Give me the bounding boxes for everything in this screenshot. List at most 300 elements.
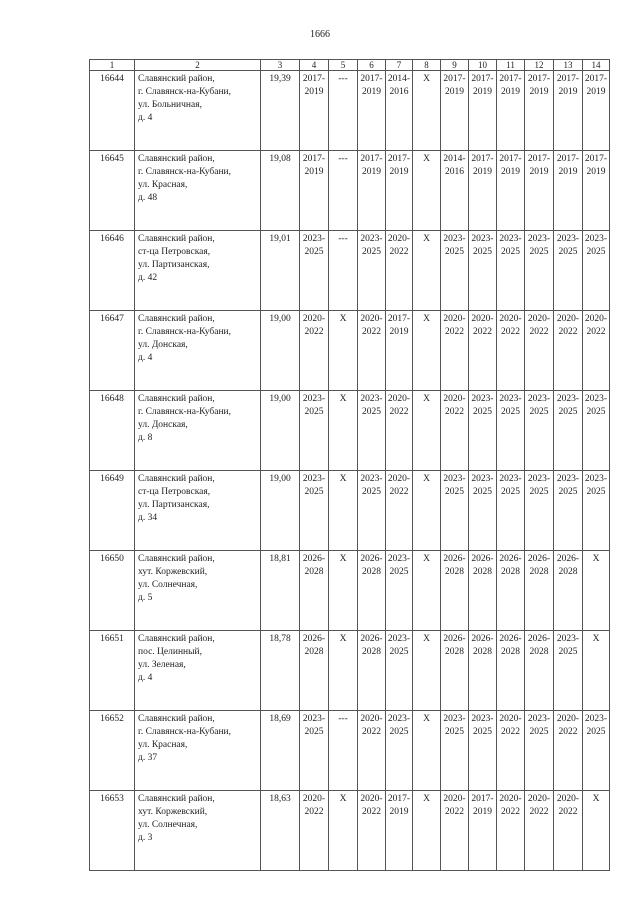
- period-cell: [386, 231, 413, 311]
- cell-line: Славянский район,: [138, 74, 215, 84]
- cell-line: д. 42: [138, 273, 158, 283]
- period-cell: [554, 151, 583, 231]
- cell-line: ст-ца Петровская,: [138, 487, 211, 497]
- period-cell: [583, 791, 610, 871]
- cell-line: 2020-: [387, 474, 411, 484]
- period-cell: [497, 711, 525, 791]
- cell-line: г. Славянск-на-Кубани,: [138, 167, 231, 177]
- cell-line: 2022: [473, 327, 492, 337]
- table-row: [90, 391, 610, 471]
- cell-line: 2028: [529, 647, 549, 657]
- cell-line: 2023-: [471, 714, 494, 724]
- cell-line: 2025: [558, 647, 578, 657]
- cell-line: 2025: [529, 407, 549, 417]
- column-header: 12: [525, 60, 554, 71]
- cell-line: 2022: [389, 247, 409, 257]
- period-cell: [329, 551, 358, 631]
- column-header: 7: [386, 60, 413, 71]
- header-row: [90, 60, 610, 71]
- cell-line: ---: [338, 714, 348, 724]
- period-cell: [554, 551, 583, 631]
- cell-line: 2019: [362, 87, 381, 97]
- cell-line: 2025: [473, 487, 492, 497]
- period-cell: [469, 151, 497, 231]
- cell-line: ---: [338, 74, 348, 84]
- period-cell: [469, 231, 497, 311]
- address-cell: [135, 231, 261, 311]
- cell-line: Славянский район,: [138, 714, 215, 724]
- cell-line: д. 48: [138, 193, 158, 203]
- period-cell: [525, 631, 554, 711]
- cell-line: 2026-: [443, 634, 466, 644]
- cell-line: ул. Красная,: [138, 180, 188, 190]
- cell-line: 2023-: [387, 554, 411, 564]
- register-table: [89, 59, 610, 871]
- period-cell: [441, 391, 469, 471]
- cell-line: 2020-: [584, 314, 608, 324]
- period-cell: [358, 391, 386, 471]
- period-cell: [358, 151, 386, 231]
- cell-line: 2023-: [471, 234, 494, 244]
- cell-line: 2020-: [387, 234, 411, 244]
- cell-line: 2025: [362, 487, 381, 497]
- period-cell: [469, 711, 497, 791]
- period-cell: [583, 631, 610, 711]
- cell-line: 2019: [304, 87, 324, 97]
- cell-line: 2028: [304, 567, 324, 577]
- cell-line: Славянский район,: [138, 794, 215, 804]
- cell-line: 2023-: [360, 474, 383, 484]
- period-cell: [554, 791, 583, 871]
- cell-line: 2023-: [584, 474, 608, 484]
- column-header: 3: [261, 60, 300, 71]
- cell-line: ул. Донская,: [138, 340, 188, 350]
- cell-line: X: [339, 474, 347, 484]
- period-cell: [497, 71, 525, 151]
- record-id: 16646: [90, 231, 135, 311]
- cell-line: 2023-: [360, 394, 383, 404]
- period-cell: [386, 151, 413, 231]
- cell-line: 2022: [389, 487, 409, 497]
- area-cell: 19,01: [261, 231, 300, 311]
- period-cell: [525, 711, 554, 791]
- cell-line: хут. Коржевский,: [138, 807, 208, 817]
- cell-line: д. 3: [138, 833, 153, 843]
- area-cell: 18,69: [261, 711, 300, 791]
- cell-line: 2022: [445, 407, 464, 417]
- period-cell: [469, 791, 497, 871]
- period-cell: [413, 151, 441, 231]
- cell-line: Славянский район,: [138, 314, 215, 324]
- cell-line: 2023-: [387, 714, 411, 724]
- cell-line: 2022: [304, 807, 324, 817]
- period-cell: [525, 791, 554, 871]
- cell-line: 2025: [445, 487, 464, 497]
- address-cell: [135, 631, 261, 711]
- period-cell: [441, 711, 469, 791]
- cell-line: 2017-: [499, 154, 522, 164]
- table-row: [90, 471, 610, 551]
- column-header: 10: [469, 60, 497, 71]
- cell-line: хут. Коржевский,: [138, 567, 208, 577]
- cell-line: 2023-: [302, 474, 326, 484]
- period-cell: [413, 711, 441, 791]
- period-cell: [386, 631, 413, 711]
- cell-line: Славянский район,: [138, 634, 215, 644]
- period-cell: [413, 391, 441, 471]
- area-cell: 19,00: [261, 391, 300, 471]
- cell-line: 2026-: [360, 554, 383, 564]
- cell-line: 2017-: [527, 74, 551, 84]
- address-cell: [135, 711, 261, 791]
- period-cell: [441, 71, 469, 151]
- table-row: [90, 231, 610, 311]
- cell-line: 2025: [473, 407, 492, 417]
- cell-line: ул. Красная,: [138, 740, 188, 750]
- period-cell: [554, 711, 583, 791]
- cell-line: Славянский район,: [138, 554, 215, 564]
- cell-line: 2023-: [527, 474, 551, 484]
- cell-line: 2019: [501, 167, 520, 177]
- period-cell: [469, 551, 497, 631]
- cell-line: X: [339, 554, 347, 564]
- cell-line: 2025: [558, 407, 578, 417]
- period-cell: [554, 71, 583, 151]
- cell-line: 2016: [445, 167, 464, 177]
- cell-line: 2020-: [387, 394, 411, 404]
- cell-line: 2023-: [556, 634, 580, 644]
- cell-line: 2017-: [584, 154, 608, 164]
- cell-line: 2028: [529, 567, 549, 577]
- cell-line: 2019: [473, 87, 492, 97]
- area-cell: 19,00: [261, 311, 300, 391]
- period-cell: [300, 791, 329, 871]
- cell-line: 2023-: [527, 394, 551, 404]
- cell-line: 2025: [586, 487, 606, 497]
- cell-line: 2017-: [360, 74, 383, 84]
- column-header: 1: [90, 60, 135, 71]
- period-cell: [497, 791, 525, 871]
- address-cell: [135, 71, 261, 151]
- table-row: [90, 551, 610, 631]
- cell-line: X: [592, 554, 600, 564]
- cell-line: 2020-: [360, 314, 383, 324]
- cell-line: 2023-: [527, 714, 551, 724]
- period-cell: [386, 471, 413, 551]
- cell-line: X: [423, 394, 430, 404]
- cell-line: 2023-: [360, 234, 383, 244]
- cell-line: 2020-: [499, 314, 522, 324]
- cell-line: 2026-: [302, 554, 326, 564]
- cell-line: д. 34: [138, 513, 158, 523]
- cell-line: ул. Солнечная,: [138, 580, 198, 590]
- cell-line: 2025: [389, 727, 409, 737]
- cell-line: 2022: [501, 327, 520, 337]
- period-cell: [441, 791, 469, 871]
- cell-line: ул. Партизанская,: [138, 500, 210, 510]
- cell-line: г. Славянск-на-Кубани,: [138, 727, 231, 737]
- period-cell: [441, 471, 469, 551]
- cell-line: 2023-: [499, 474, 522, 484]
- period-cell: [469, 311, 497, 391]
- period-cell: [329, 71, 358, 151]
- cell-line: 2017-: [556, 74, 580, 84]
- cell-line: X: [339, 394, 347, 404]
- column-header: 11: [497, 60, 525, 71]
- period-cell: [386, 551, 413, 631]
- period-cell: [329, 311, 358, 391]
- column-header: 9: [441, 60, 469, 71]
- period-cell: [386, 711, 413, 791]
- cell-line: X: [423, 794, 430, 804]
- cell-line: 2028: [445, 567, 464, 577]
- cell-line: X: [423, 234, 430, 244]
- cell-line: 2025: [529, 247, 549, 257]
- cell-line: 2026-: [499, 554, 522, 564]
- period-cell: [413, 311, 441, 391]
- period-cell: [554, 311, 583, 391]
- cell-line: ул. Партизанская,: [138, 260, 210, 270]
- cell-line: 2025: [558, 247, 578, 257]
- cell-line: 2020-: [499, 794, 522, 804]
- period-cell: [441, 551, 469, 631]
- area-cell: 19,39: [261, 71, 300, 151]
- period-cell: [386, 391, 413, 471]
- cell-line: 2023-: [302, 234, 326, 244]
- cell-line: X: [339, 794, 347, 804]
- period-cell: [300, 391, 329, 471]
- cell-line: 2028: [304, 647, 324, 657]
- cell-line: 2026-: [302, 634, 326, 644]
- cell-line: 2017-: [387, 314, 411, 324]
- period-cell: [469, 71, 497, 151]
- cell-line: 2022: [304, 327, 324, 337]
- period-cell: [497, 231, 525, 311]
- cell-line: 2017-: [360, 154, 383, 164]
- cell-line: Славянский район,: [138, 234, 215, 244]
- cell-line: 2025: [362, 407, 381, 417]
- cell-line: 2025: [558, 487, 578, 497]
- cell-line: 2017-: [584, 74, 608, 84]
- cell-line: X: [423, 554, 430, 564]
- cell-line: 2026-: [527, 554, 551, 564]
- cell-line: 2022: [529, 327, 549, 337]
- cell-line: 2022: [558, 727, 578, 737]
- period-cell: [413, 231, 441, 311]
- cell-line: 2028: [473, 567, 492, 577]
- period-cell: [358, 311, 386, 391]
- cell-line: 2017-: [471, 74, 494, 84]
- period-cell: [358, 231, 386, 311]
- cell-line: 2019: [445, 87, 464, 97]
- cell-line: ---: [338, 234, 348, 244]
- cell-line: 2020-: [443, 314, 466, 324]
- period-cell: [329, 631, 358, 711]
- cell-line: 2025: [304, 247, 324, 257]
- cell-line: X: [423, 714, 430, 724]
- cell-line: 2019: [304, 167, 324, 177]
- period-cell: [525, 551, 554, 631]
- period-cell: [525, 471, 554, 551]
- period-cell: [358, 551, 386, 631]
- period-cell: [386, 791, 413, 871]
- cell-line: 2020-: [471, 314, 494, 324]
- cell-line: 2023-: [499, 234, 522, 244]
- cell-line: 2023-: [499, 394, 522, 404]
- period-cell: [583, 311, 610, 391]
- cell-line: 2025: [389, 567, 409, 577]
- cell-line: 2020-: [499, 714, 522, 724]
- cell-line: 2019: [529, 87, 549, 97]
- cell-line: 2026-: [471, 554, 494, 564]
- cell-line: 2023-: [471, 394, 494, 404]
- column-header: 8: [413, 60, 441, 71]
- cell-line: X: [423, 74, 430, 84]
- period-cell: [497, 631, 525, 711]
- cell-line: 2020-: [443, 394, 466, 404]
- period-cell: [497, 551, 525, 631]
- cell-line: X: [423, 314, 430, 324]
- cell-line: 2026-: [556, 554, 580, 564]
- period-cell: [497, 311, 525, 391]
- cell-line: 2025: [501, 247, 520, 257]
- cell-line: X: [339, 314, 347, 324]
- period-cell: [497, 471, 525, 551]
- period-cell: [300, 471, 329, 551]
- cell-line: ул. Больничная,: [138, 100, 202, 110]
- column-header: 5: [329, 60, 358, 71]
- cell-line: 2020-: [302, 794, 326, 804]
- cell-line: 2023-: [556, 474, 580, 484]
- period-cell: [358, 711, 386, 791]
- cell-line: 2028: [501, 567, 520, 577]
- record-id: 16644: [90, 71, 135, 151]
- cell-line: Славянский район,: [138, 394, 215, 404]
- period-cell: [329, 231, 358, 311]
- cell-line: ст-ца Петровская,: [138, 247, 211, 257]
- cell-line: 2025: [501, 407, 520, 417]
- column-header: 14: [583, 60, 610, 71]
- cell-line: 2019: [501, 87, 520, 97]
- area-cell: 19,08: [261, 151, 300, 231]
- record-id: 16651: [90, 631, 135, 711]
- cell-line: 2025: [586, 247, 606, 257]
- period-cell: [441, 311, 469, 391]
- cell-line: 2026-: [360, 634, 383, 644]
- cell-line: 2017-: [499, 74, 522, 84]
- cell-line: 2023-: [387, 634, 411, 644]
- cell-line: 2019: [473, 167, 492, 177]
- cell-line: 2020-: [556, 714, 580, 724]
- cell-line: 2026-: [471, 634, 494, 644]
- cell-line: пос. Целинный,: [138, 647, 202, 657]
- period-cell: [358, 471, 386, 551]
- cell-line: 2028: [445, 647, 464, 657]
- cell-line: 2019: [558, 87, 578, 97]
- cell-line: 2019: [389, 167, 409, 177]
- cell-line: 2020-: [556, 794, 580, 804]
- cell-line: X: [339, 634, 347, 644]
- period-cell: [554, 471, 583, 551]
- table-row: [90, 151, 610, 231]
- period-cell: [583, 71, 610, 151]
- period-cell: [583, 551, 610, 631]
- period-cell: [525, 231, 554, 311]
- cell-line: 2020-: [302, 314, 326, 324]
- cell-line: 2025: [501, 487, 520, 497]
- cell-line: 2028: [473, 647, 492, 657]
- period-cell: [413, 791, 441, 871]
- cell-line: 2022: [389, 407, 409, 417]
- period-cell: [469, 631, 497, 711]
- cell-line: 2025: [473, 727, 492, 737]
- cell-line: д. 37: [138, 753, 158, 763]
- period-cell: [386, 71, 413, 151]
- period-cell: [300, 71, 329, 151]
- cell-line: 2022: [586, 327, 606, 337]
- period-cell: [300, 311, 329, 391]
- record-id: 16652: [90, 711, 135, 791]
- period-cell: [497, 391, 525, 471]
- period-cell: [300, 151, 329, 231]
- table-row: [90, 631, 610, 711]
- cell-line: 2019: [558, 167, 578, 177]
- cell-line: 2025: [362, 247, 381, 257]
- area-cell: 18,78: [261, 631, 300, 711]
- cell-line: 2025: [445, 247, 464, 257]
- cell-line: 2022: [501, 807, 520, 817]
- area-cell: 19,00: [261, 471, 300, 551]
- period-cell: [329, 791, 358, 871]
- period-cell: [583, 391, 610, 471]
- column-header: 13: [554, 60, 583, 71]
- cell-line: 2020-: [527, 314, 551, 324]
- period-cell: [583, 471, 610, 551]
- cell-line: 2019: [586, 87, 606, 97]
- period-cell: [413, 551, 441, 631]
- cell-line: 2025: [473, 247, 492, 257]
- cell-line: 2026-: [499, 634, 522, 644]
- cell-line: 2022: [501, 727, 520, 737]
- period-cell: [525, 151, 554, 231]
- cell-line: 2023-: [471, 474, 494, 484]
- cell-line: ул. Донская,: [138, 420, 188, 430]
- cell-line: X: [423, 634, 430, 644]
- cell-line: 2025: [445, 727, 464, 737]
- cell-line: 2017-: [387, 154, 411, 164]
- period-cell: [525, 311, 554, 391]
- address-cell: [135, 311, 261, 391]
- cell-line: 2023-: [527, 234, 551, 244]
- cell-line: 2020-: [527, 794, 551, 804]
- period-cell: [413, 71, 441, 151]
- period-cell: [413, 631, 441, 711]
- cell-line: 2017-: [387, 794, 411, 804]
- period-cell: [300, 231, 329, 311]
- cell-line: 2023-: [584, 234, 608, 244]
- cell-line: 2017-: [471, 794, 494, 804]
- period-cell: [554, 391, 583, 471]
- cell-line: 2025: [389, 647, 409, 657]
- cell-line: Славянский район,: [138, 474, 215, 484]
- cell-line: 2019: [529, 167, 549, 177]
- cell-line: 2022: [558, 807, 578, 817]
- period-cell: [386, 311, 413, 391]
- cell-line: 2022: [558, 327, 578, 337]
- period-cell: [300, 711, 329, 791]
- address-cell: [135, 151, 261, 231]
- cell-line: 2019: [473, 807, 492, 817]
